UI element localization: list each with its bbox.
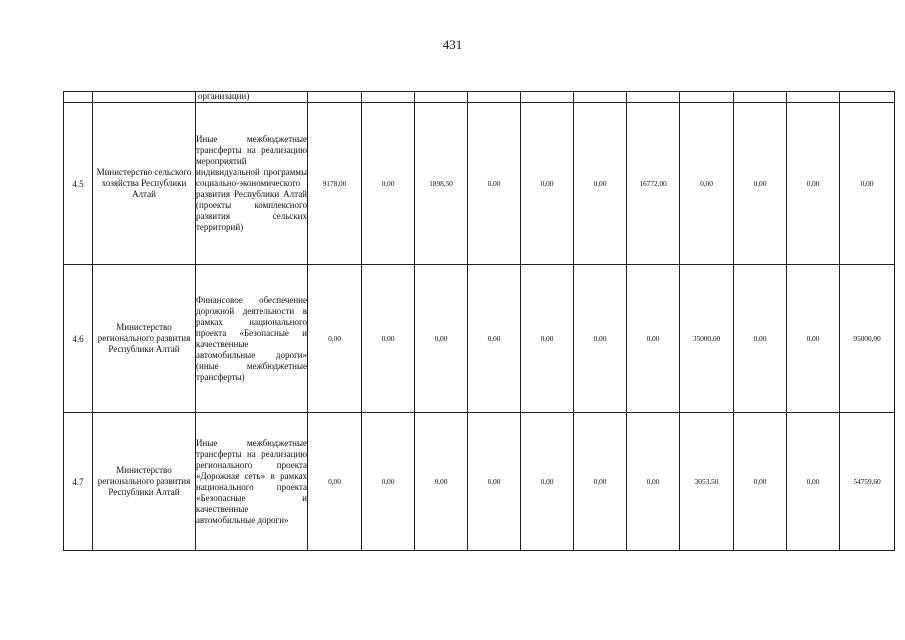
table-row (64, 103, 895, 265)
fragment-desc-cell (196, 92, 308, 103)
value-cell: 0,00 (574, 413, 627, 551)
value-cell: 3053,50 (680, 413, 734, 551)
table-row (64, 265, 895, 413)
row-organization: Министерство регионального развития Республики Алтай (93, 265, 196, 413)
row-number: 4.6 (64, 265, 93, 413)
page-number: 431 (442, 37, 463, 52)
value-cell: 0,00 (734, 413, 787, 551)
value-cell: 9178,00 (308, 103, 362, 265)
value-cell: 0,00 (734, 265, 787, 413)
value-cell: 0,00 (415, 413, 468, 551)
row-description (196, 265, 308, 413)
value-cell: 16772,00 (627, 103, 680, 265)
fragment-value-cell (362, 92, 415, 103)
value-cell: 0,00 (362, 103, 415, 265)
value-cell: 0,00 (362, 265, 415, 413)
fragment-org-cell (93, 92, 196, 103)
row-number: 4.5 (64, 103, 93, 265)
value-cell: 0,00 (627, 413, 680, 551)
row-description-text: Иные межбюджетные трансферты на реализацию мероприятий индивидуальной программы социально-экономического развития Республики Алтай (проекты комплексного развития сельских территорий) (196, 134, 307, 232)
fragment-value-cell (468, 92, 521, 103)
value-cell: 0,00 (840, 103, 895, 265)
fragment-value-cell (680, 92, 734, 103)
row-organization: Министерство сельского хозяйства Республики Алтай (93, 103, 196, 265)
row-description-text: Иные межбюджетные трансферты на реализацию регионального проекта «Дорожная сеть» в рамках национального проекта «Безопасные и качественные автомобильные дороги» (196, 437, 307, 525)
value-cell: 0,00 (787, 413, 840, 551)
row-description (196, 413, 308, 551)
value-cell: 35000,00 (680, 265, 734, 413)
row-description (196, 103, 308, 265)
row-organization: Министерство регионального развития Республики Алтай (93, 413, 196, 551)
value-cell: 0,00 (415, 265, 468, 413)
value-cell: 0,00 (362, 413, 415, 551)
table-row (64, 413, 895, 551)
value-cell: 0,00 (521, 265, 574, 413)
fragment-value-cell (521, 92, 574, 103)
value-cell: 0,00 (574, 265, 627, 413)
fragment-value-cell (840, 92, 895, 103)
value-cell: 0,00 (574, 103, 627, 265)
fragment-value-cell (415, 92, 468, 103)
value-cell: 0,00 (734, 103, 787, 265)
value-cell: 0,00 (308, 413, 362, 551)
value-cell: 0,00 (521, 413, 574, 551)
budget-table (63, 91, 895, 551)
fragment-value-cell (734, 92, 787, 103)
fragment-value-cell (574, 92, 627, 103)
fragment-value-cell (308, 92, 362, 103)
value-cell: 95000,00 (840, 265, 895, 413)
value-cell: 0,00 (468, 265, 521, 413)
value-cell: 0,00 (787, 103, 840, 265)
value-cell: 0,00 (308, 265, 362, 413)
row-number: 4.7 (64, 413, 93, 551)
value-cell: 0,00 (468, 103, 521, 265)
value-cell: 0,00 (468, 413, 521, 551)
row-description-text: Финансовое обеспечение дорожной деятельности в рамках национального проекта «Безопасные и качественные автомобильные дороги» (иные межбюджетные трансферты) (196, 294, 307, 382)
value-cell: 54759,60 (840, 413, 895, 551)
fragment-num-cell (64, 92, 93, 103)
table-row-fragment (64, 92, 895, 103)
value-cell: 0,00 (787, 265, 840, 413)
fragment-value-cell (627, 92, 680, 103)
value-cell: 0,00 (627, 265, 680, 413)
value-cell: 0,00 (521, 103, 574, 265)
fragment-text: организации) (198, 91, 250, 101)
fragment-value-cell (787, 92, 840, 103)
value-cell: 0,00 (680, 103, 734, 265)
value-cell: 1898,50 (415, 103, 468, 265)
